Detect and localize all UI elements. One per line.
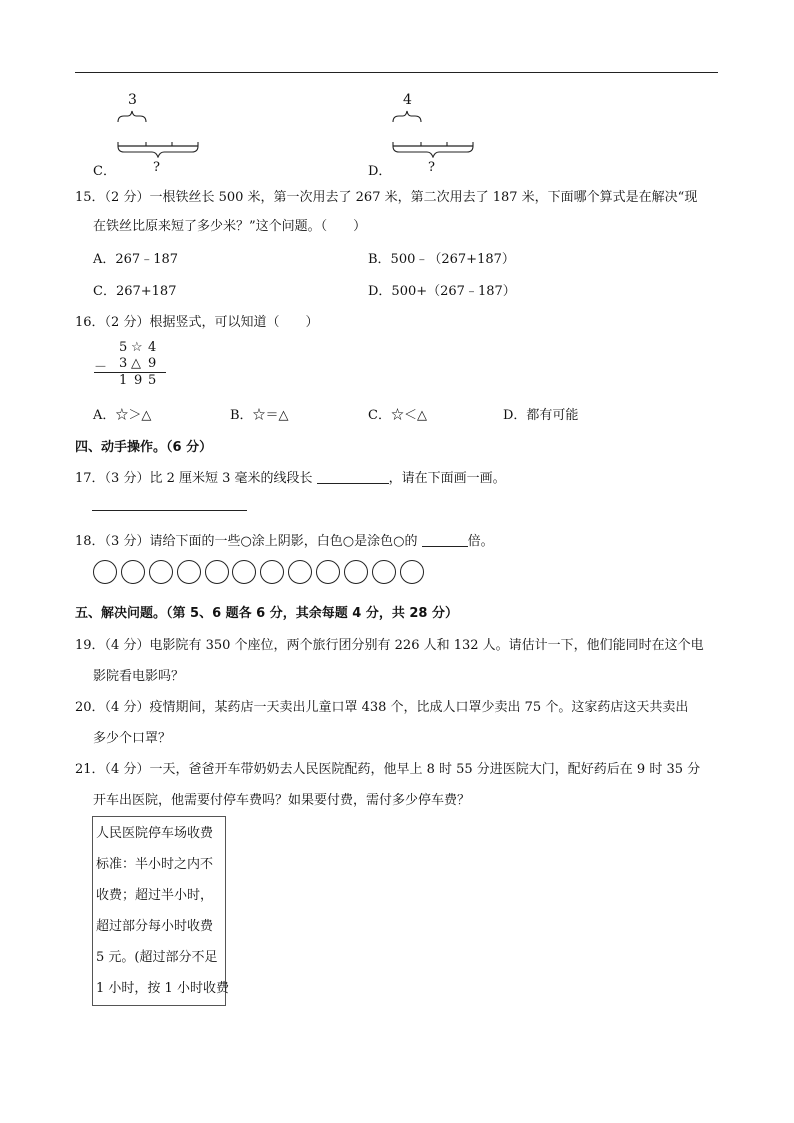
q18-circle[interactable] (400, 560, 424, 584)
q16-option-c: C．☆＜△ (368, 408, 427, 423)
q18-circle[interactable] (316, 560, 340, 584)
q18-text-after: 倍。 (467, 534, 494, 549)
section-5-title: 五、解决问题。（第 5、6 题各 6 分，其余每题 4 分，共 28 分） (75, 606, 458, 621)
header-rule (75, 72, 718, 73)
q21-line2: 开车出医院，他需要付停车费吗？如果要付费，需付多少停车费？ (93, 793, 471, 808)
q14-c-top-number: 3 (128, 92, 137, 108)
q18-circle[interactable] (344, 560, 368, 584)
q18-circle[interactable] (372, 560, 396, 584)
q18-circle[interactable] (205, 560, 229, 584)
vert-r1-d3: 4 (148, 340, 157, 355)
q15-line1: 15．（2 分）一根铁丝长 500 米，第一次用去了 267 米，第二次用去了 187 米，下面哪个算式是在解决“现 (75, 190, 698, 205)
vert-res-d2: 9 (134, 373, 143, 388)
q15-option-b: B．500﹣（267+187） (368, 252, 515, 267)
fee-line: 5 元。(超过部分不足 (96, 950, 218, 965)
q17 (75, 467, 506, 486)
vert-res-d3: 5 (148, 373, 157, 388)
q15-line2: 在铁丝比原来短了多少米？”这个问题。（ ） (93, 219, 367, 234)
q18-text-before: 18．（3 分）请给下面的一些○涂上阴影，白色○是涂色○的 (75, 534, 422, 549)
vert-res-d1: 1 (119, 373, 128, 388)
q17-answer-blank[interactable] (317, 471, 389, 484)
q18-circle[interactable] (177, 560, 201, 584)
q18-circle[interactable] (260, 560, 284, 584)
q18-circle-row (93, 560, 428, 584)
q18-circle[interactable] (232, 560, 256, 584)
q18-circle[interactable] (93, 560, 117, 584)
q16-option-d: D．都有可能 (503, 408, 579, 423)
q14-d-label: D． (368, 164, 392, 179)
q16-vertical-subtraction (92, 340, 172, 388)
q14-c-brace-diagram (110, 108, 205, 158)
q19-line2: 影院看电影吗？ (93, 669, 185, 684)
q21-line1: 21．（4 分）一天，爸爸开车带奶奶去人民医院配药，他早上 8 时 55 分进医院大门，配好药后在 9 时 35 分 (75, 762, 701, 777)
q14-d-question: ? (428, 160, 435, 175)
q18-circle[interactable] (288, 560, 312, 584)
q16-line1: 16．（2 分）根据竖式，可以知道（ ） (75, 315, 319, 330)
vert-r1-star: ☆ (131, 340, 143, 355)
fee-line: 1 小时，按 1 小时收费 (96, 981, 229, 996)
q16-option-b: B．☆＝△ (230, 408, 289, 423)
q14-d-brace-diagram (385, 108, 480, 158)
q20-line2: 多少个口罩？ (93, 731, 172, 746)
q18-circle[interactable] (149, 560, 173, 584)
vert-minus-sign: － (94, 360, 108, 375)
q16-option-a: A．☆＞△ (93, 408, 152, 423)
q15-option-a: A．267﹣187 (93, 252, 179, 267)
q17-text-before: 17．（3 分）比 2 厘米短 3 毫米的线段长 (75, 471, 317, 486)
fee-line: 标准：半小时之内不 (96, 857, 214, 872)
q18-answer-blank[interactable] (422, 534, 468, 547)
vert-r2-triangle: △ (131, 356, 141, 371)
q14-c-label: C． (93, 164, 116, 179)
q19-line1: 19．（4 分）电影院有 350 个座位，两个旅行团分别有 226 人和 132 人。请估计一下，他们能同时在这个电 (75, 638, 704, 653)
fee-line: 超过部分每小时收费 (96, 919, 214, 934)
q14-c-question: ? (153, 160, 160, 175)
q15-option-c: C．267+187 (93, 284, 177, 299)
q18 (75, 530, 494, 549)
fee-line: 收费；超过半小时， (96, 888, 214, 903)
q17-drawing-line (92, 510, 247, 511)
vert-r2-d3: 9 (148, 356, 157, 371)
q20-line1: 20．（4 分）疫情期间，某药店一天卖出儿童口罩 438 个，比成人口罩少卖出 75 个。这家药店这天共卖出 (75, 700, 689, 715)
fee-line: 人民医院停车场收费 (96, 826, 214, 841)
q15-option-d: D．500+（267﹣187） (368, 284, 516, 299)
vert-r2-d1: 3 (119, 356, 128, 371)
q18-circle[interactable] (121, 560, 145, 584)
section-4-title: 四、动手操作。（6 分） (75, 440, 213, 455)
vert-r1-d1: 5 (119, 340, 128, 355)
q17-text-after: ，请在下面画一画。 (388, 471, 506, 486)
q14-d-top-number: 4 (403, 92, 412, 108)
